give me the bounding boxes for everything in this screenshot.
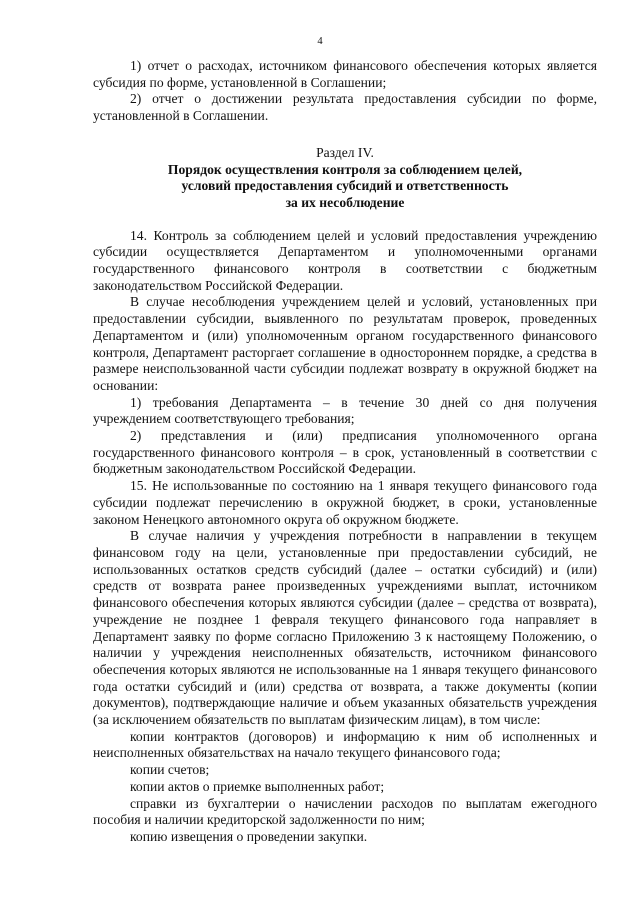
intro-item-report-results: 2) отчет о достижении результата предоставления субсидии по форме, установленной в Соглашении.	[93, 91, 597, 124]
paragraph-basis-demand: 1) требования Департамента – в течение 30 дней со дня получения учреждением соответствующего требования;	[93, 394, 597, 427]
intro-item-report-expenses: 1) отчет о расходах, источником финансового обеспечения которых является субсидия по форме, установленной в Соглашении;	[93, 58, 597, 90]
section-title: Порядок осуществления контроля за соблюдением целей, условий предоставления субсидий и ответственность за их несоблюдение	[167, 161, 523, 210]
page-number: 4	[317, 36, 323, 47]
section-number: Раздел IV.	[316, 144, 374, 160]
list-item-accounting-certificates: справки из бухгалтерии о начислении расходов по выплатам ежегодного пособия и наличии кредиторской задолженности по ним;	[93, 795, 597, 828]
list-item-procurement-notice: копию извещения о проведении закупки.	[130, 828, 368, 844]
paragraph-violation-case: В случае несоблюдения учреждением целей и условий, установленных при предоставлении субсидии, выявленного по результатам проверок, проведенных Департаментом и (или) уполномоченным органом государственного финансового контроля, Департамент расторгает соглашение в одностороннем порядке, а средства в размере неиспользованной части субсидии подлежат возврату в окружной бюджет на основании:	[93, 294, 597, 393]
list-item-contracts: копии контрактов (договоров) и информацию к ним об исполненных и неисполненных обязательствах на начало текущего финансового года;	[93, 728, 597, 761]
list-item-acts: копии актов о приемке выполненных работ;	[130, 778, 385, 794]
paragraph-15: 15. Не использованные по состоянию на 1 января текущего финансового года субсидии подлежат перечислению в окружной бюджет, в сроки, установленные законом Ненецкого автономного округа об окружном бюджете.	[93, 478, 597, 527]
document-body	[93, 58, 597, 846]
paragraph-14: 14. Контроль за соблюдением целей и условий предоставления учреждению субсидии осуществляется Департаментом и уполномоченными органами государственного финансового контроля в соответствии с бюджетным законодательством Российской Федерации.	[93, 227, 597, 293]
paragraph-basis-order: 2) представления и (или) предписания уполномоченного органа государственного финансового контроля – в срок, установленный в соответствии с бюджетным законодательством Российской Федерации.	[93, 428, 597, 477]
paragraph-remaining-funds: В случае наличия у учреждения потребности в направлении в текущем финансовом году на цели, установленные при предоставлении субсидий, не использованных остатков средств субсидий (далее – остатки субсидий) и (или) средств от возврата ранее произведенных учреждениями выплат, источником финансового обеспечения которых являются субсидии (далее – средства от возврата), учреждение не позднее 1 февраля текущего финансового года направляет в Департамент заявку по форме согласно Приложению 3 к настоящему Положению, о наличии у учреждения неисполненных обязательств, источником финансового обеспечения которых являются не использованные на 1 января текущего финансового года остатки субсидий и (или) средства от возврата, а также документы (копии документов), подтверждающие наличие и объем указанных обязательств учреждения (за исключением обязательств по выплатам физическим лицам), в том числе:	[93, 528, 597, 728]
list-item-invoices: копии счетов;	[130, 762, 210, 778]
